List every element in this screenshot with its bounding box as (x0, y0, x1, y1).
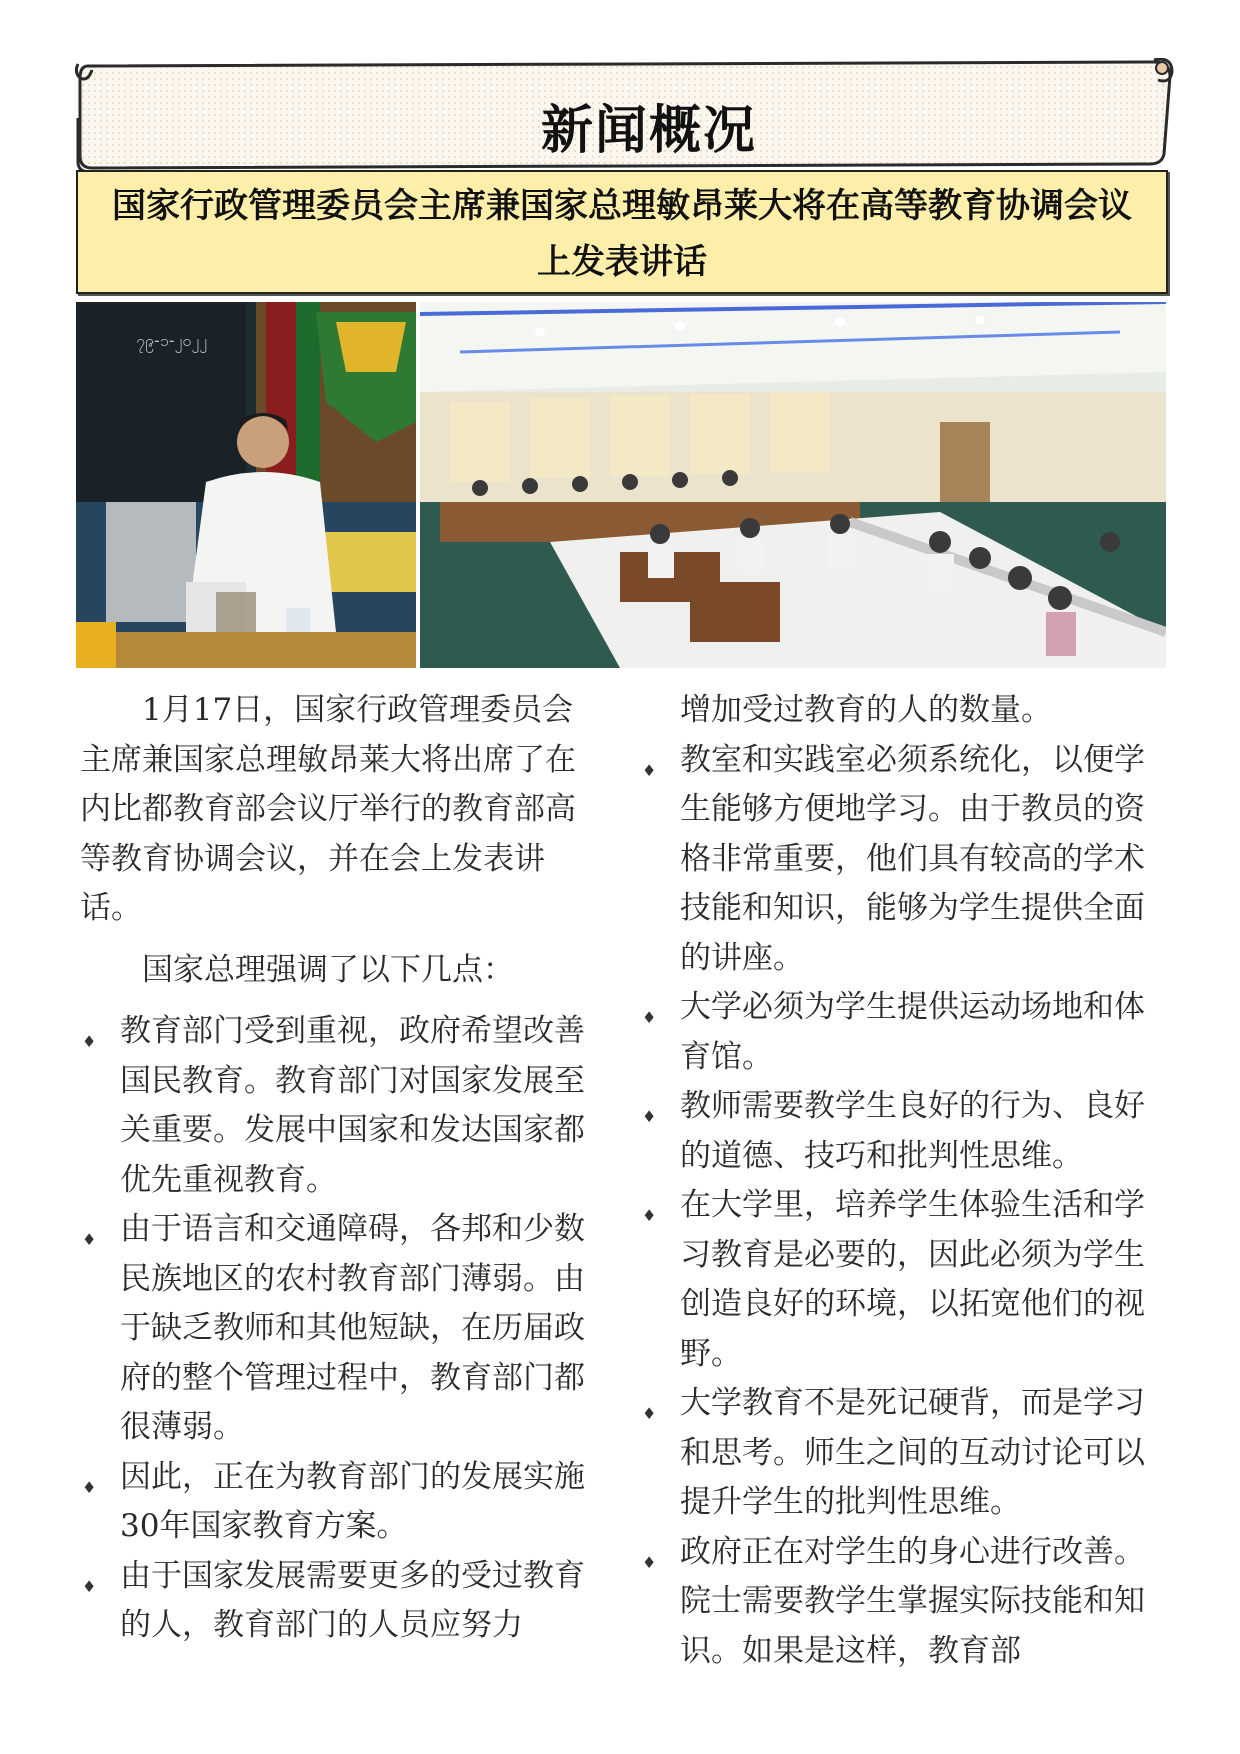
diamond-bullet-icon: ♦ (82, 1032, 97, 1051)
article-column-right (640, 686, 1166, 1676)
diamond-bullet-icon: ♦ (642, 1008, 657, 1027)
list-item: ♦ 政府正在对学生的身心进行改善。院士需要教学生掌握实际技能和知识。如果是这样，教育部 (642, 1533, 1145, 1669)
points-list-left (80, 1007, 604, 1651)
diamond-bullet-icon: ♦ (642, 1107, 657, 1126)
list-item: ♦ 教师需要教学生良好的行为、良好的道德、技巧和批判性思维。 (642, 1088, 1145, 1174)
diamond-bullet-icon: ♦ (82, 1576, 97, 1596)
speaker-photo-icon (76, 302, 416, 668)
wall-sign: ၇၉-၁-၂၀၂၂ (136, 331, 208, 350)
list-item: ♦ 教室和实践室必须系统化，以便学生能够方便地学习。由于教员的资格非常重要，他们具有较高的学术技能和知识，能够为学生提供全面的讲座。 (642, 741, 1145, 976)
list-item: ♦ 大学教育不是死记硬背，而是学习和思考。师生之间的互动讨论可以提升学生的批判性思维。 (642, 1385, 1145, 1520)
article-column-left (80, 686, 604, 1651)
list-item: ♦ 教育部门受到重视，政府希望改善国民教育。教育部门对国家发展至关重要。发展中国家和发达国家都优先重视教育。 (82, 1013, 585, 1198)
diamond-bullet-icon: ♦ (642, 1404, 657, 1423)
list-item: ♦ 在大学里，培养学生体验生活和学习教育是必要的，因此必须为学生创造良好的环境，以拓宽他们的视野。 (642, 1187, 1145, 1372)
list-item: ♦ 大学必须为学生提供运动场地和体育馆。 (642, 989, 1145, 1075)
title-banner (74, 58, 1174, 178)
meeting-hall-photo-icon (420, 302, 1166, 668)
diamond-bullet-icon: ♦ (642, 1552, 657, 1572)
list-item: ♦ 因此，正在为教育部门的发展实施30年国家教育方案。 (82, 1458, 585, 1544)
list-item: ♦ 由于国家发展需要更多的受过教育的人，教育部门的人员应努力 (82, 1557, 585, 1643)
speaker-photo (76, 302, 416, 668)
points-list-right (640, 736, 1166, 1677)
intro-paragraph: 1月17日，国家行政管理委员会主席兼国家总理敏昂莱大将出席了在内比都教育部会议厅举行的教育部高等教育协调会议，并在会上发表讲话。 (80, 692, 576, 926)
list-item: ♦ 由于语言和交通障碍，各邦和少数民族地区的农村教育部门薄弱。由于缺乏教师和其他短缺，在历届政府的整个管理过程中，教育部门都很薄弱。 (82, 1211, 585, 1445)
page-title: 新闻概况 (540, 101, 757, 161)
diamond-bullet-icon: ♦ (82, 1477, 97, 1497)
diamond-bullet-icon: ♦ (82, 1230, 97, 1249)
lead-paragraph: 国家总理强调了以下几点： (142, 951, 514, 988)
diamond-bullet-icon: ♦ (642, 1206, 657, 1225)
diamond-bullet-icon: ♦ (642, 760, 657, 780)
meeting-hall-photo (420, 302, 1166, 668)
article-headline: 国家行政管理委员会主席兼国家总理敏昂莱大将在高等教育协调会议上发表讲话 (76, 170, 1168, 294)
continued-text: 增加受过教育的人的数量。 (680, 692, 1052, 728)
